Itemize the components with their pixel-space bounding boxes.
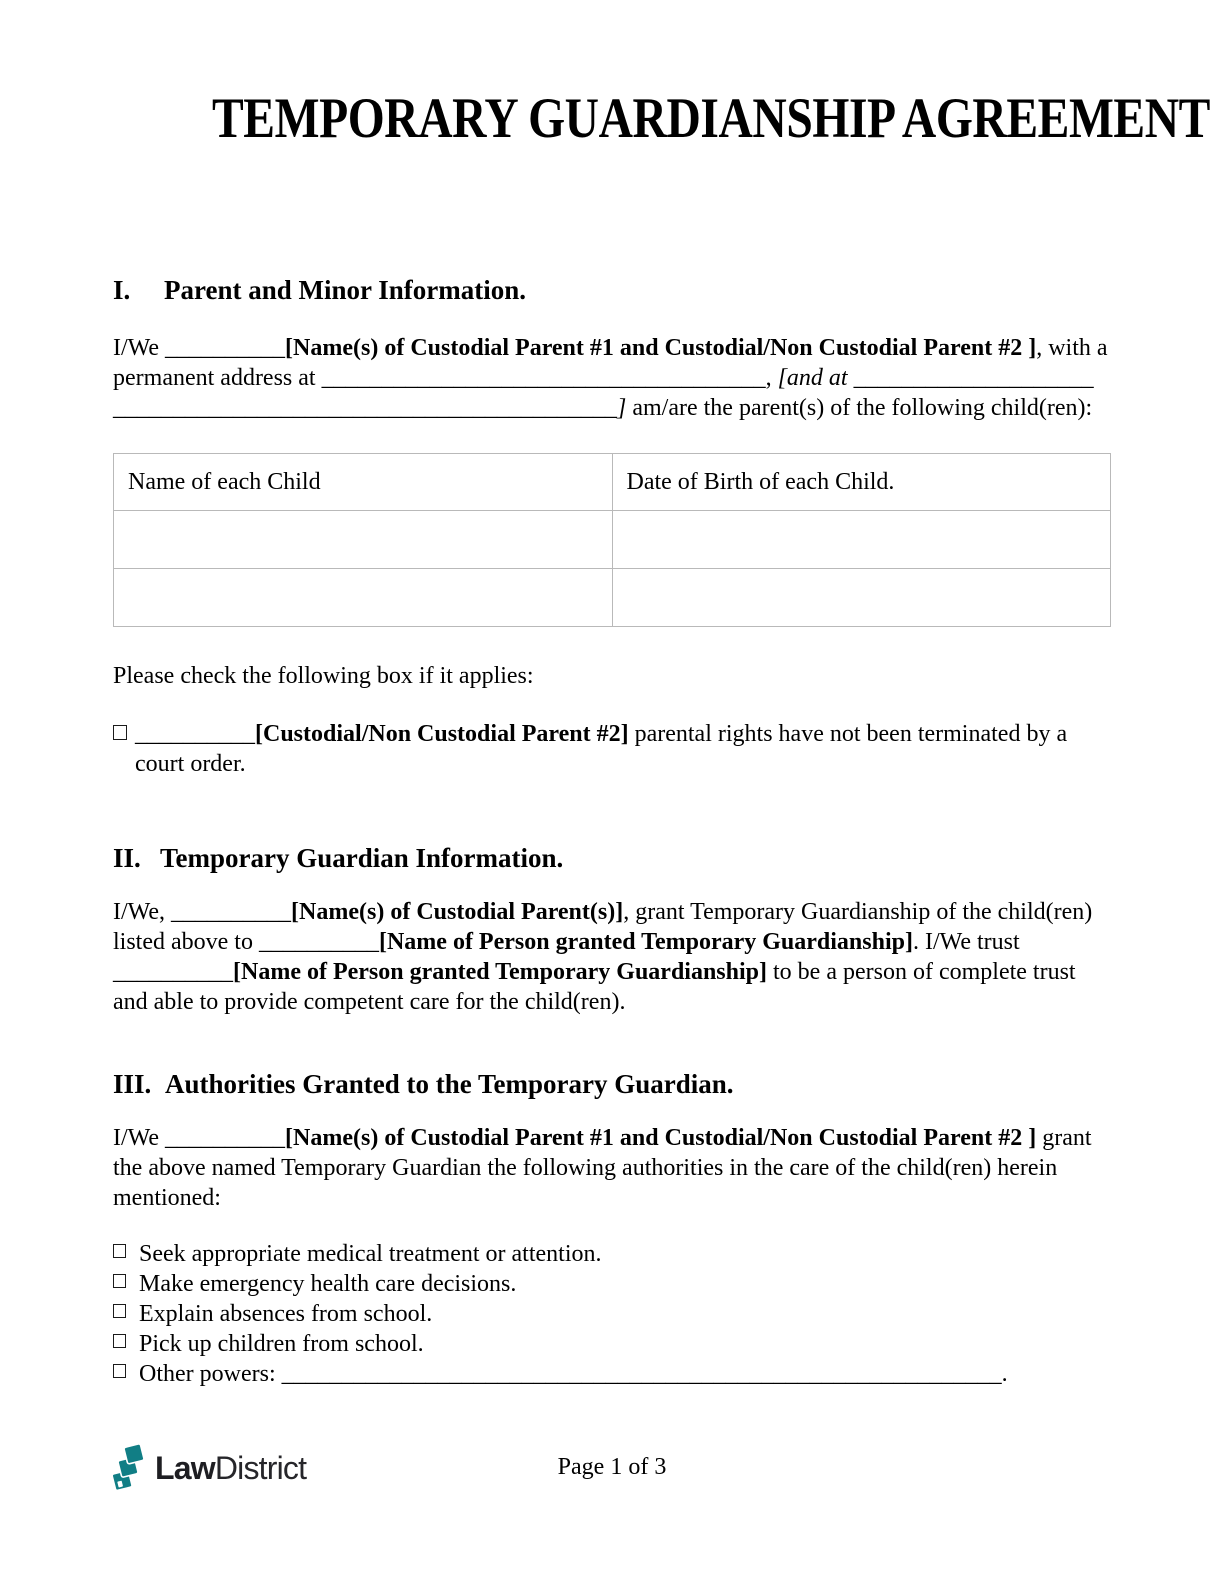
checkbox-icon[interactable] [113, 1274, 126, 1288]
authority-label [139, 1299, 432, 1329]
paragraph-line [113, 897, 1111, 927]
text-run: Make emergency health care decisions. [139, 1271, 517, 1297]
text-run: ] [617, 395, 627, 421]
children-table-header-name: Name of each Child [114, 454, 613, 511]
text-run: parental rights have not been terminated by a [628, 721, 1068, 747]
blank-line[interactable]: __________________________________________ [113, 395, 617, 421]
text-run: listed above to [113, 929, 259, 955]
text-run: Pick up children from school. [139, 1331, 424, 1357]
text-run: permanent address at [113, 365, 322, 391]
section-heading-text: Parent and Minor Information. [164, 275, 527, 305]
blank-line[interactable]: __________ [165, 335, 286, 361]
section-heading-authorities [113, 1067, 1111, 1101]
checkbox-icon[interactable] [113, 1244, 126, 1258]
guardian-info-paragraph [113, 897, 1111, 1017]
section-heading-text: Temporary Guardian Information. [160, 843, 564, 873]
blank-line[interactable]: _____________________________________ [321, 365, 766, 391]
page-title [113, 86, 1210, 152]
text-run: , [765, 365, 778, 391]
children-table [113, 453, 1111, 627]
authority-checklist-item [113, 1299, 1111, 1329]
paragraph-line [113, 1183, 1111, 1213]
text-run: mentioned: [113, 1185, 221, 1211]
authority-label [139, 1269, 516, 1299]
blank-line[interactable]: ____________________________________________________________ [281, 1361, 1002, 1387]
blank-line[interactable]: __________ [113, 959, 233, 985]
checkbox-icon[interactable] [113, 1364, 126, 1378]
section-heading-text: Authorities Granted to the Temporary Guardian. [165, 1069, 734, 1099]
paragraph-line [113, 1123, 1111, 1153]
authority-checklist-item [113, 1239, 1111, 1269]
placeholder-text: [Name(s) of Custodial Parent #1 and Custodial/Non Custodial Parent #2 ] [285, 335, 1037, 361]
children-table-cell[interactable] [612, 511, 1111, 569]
paragraph-line [135, 719, 1111, 749]
section-number: II. [113, 843, 141, 873]
paragraph-line [135, 749, 1111, 779]
checkbox-item-text [135, 719, 1111, 779]
blank-line[interactable]: __________ [258, 929, 379, 955]
paragraph-line [113, 987, 1111, 1017]
text-run: [and at [777, 365, 854, 391]
children-table-row [114, 511, 1111, 569]
placeholder-text: [Name of Person granted Temporary Guardianship] [378, 929, 913, 955]
check-prompt: Please check the following box if it applies: [113, 663, 534, 689]
paragraph-line [113, 333, 1111, 363]
authority-label [139, 1239, 601, 1269]
text-run: Seek appropriate medical treatment or attention. [139, 1241, 602, 1267]
authority-label [139, 1359, 1008, 1389]
text-run: I/We [113, 1125, 166, 1151]
authority-label [139, 1329, 424, 1359]
section-number: I. [113, 275, 131, 305]
paragraph-line [113, 363, 1111, 393]
blank-line[interactable]: ____________________ [853, 365, 1094, 391]
text-run: , grant Temporary Guardianship of the child(ren) [623, 899, 1093, 925]
text-run: grant [1036, 1125, 1092, 1151]
children-table-cell[interactable] [114, 511, 613, 569]
checkbox-icon[interactable] [113, 1304, 126, 1318]
section-heading-guardian-info [113, 841, 1111, 875]
text-run: court order. [135, 751, 246, 777]
blank-line[interactable]: __________ [165, 1125, 286, 1151]
children-table-header-dob: Date of Birth of each Child. [612, 454, 1111, 511]
text-run: . I/We trust [912, 929, 1020, 955]
children-table-cell[interactable] [612, 569, 1111, 627]
custodial-rights-checkbox-item [113, 719, 1111, 779]
blank-line[interactable]: __________ [171, 899, 292, 925]
children-table-row [114, 569, 1111, 627]
text-run: . [1001, 1361, 1008, 1387]
text-run: Explain absences from school. [139, 1301, 433, 1327]
checkbox-icon[interactable] [113, 725, 127, 740]
authorities-paragraph [113, 1123, 1111, 1213]
text-run: the above named Temporary Guardian the following authorities in the care of the child(ren) herein [113, 1155, 1058, 1181]
children-table-header-row [114, 454, 1111, 511]
children-table-cell[interactable] [114, 569, 613, 627]
section-heading-parent-minor-info [113, 273, 1111, 307]
text-run: , with a [1036, 335, 1108, 361]
authority-checklist-item [113, 1359, 1111, 1389]
placeholder-text: [Name(s) of Custodial Parent #1 and Custodial/Non Custodial Parent #2 ] [285, 1125, 1037, 1151]
paragraph-line [113, 1153, 1111, 1183]
page-number: Page 1 of 3 [557, 1454, 667, 1480]
placeholder-text: [Name of Person granted Temporary Guardianship] [233, 959, 767, 985]
text-run: and able to provide competent care for the child(ren). [113, 989, 626, 1015]
text-run: am/are the parent(s) of the following child(ren): [626, 395, 1093, 421]
authority-checklist-item [113, 1329, 1111, 1359]
parent-info-paragraph [113, 333, 1111, 423]
blank-line[interactable]: __________ [135, 721, 255, 747]
brand-law-text: Law [155, 1449, 215, 1486]
brand-district-text: District [214, 1449, 307, 1486]
text-run: I/We [113, 335, 166, 361]
authority-checklist-item [113, 1269, 1111, 1299]
checkbox-icon[interactable] [113, 1334, 126, 1348]
authorities-checklist [113, 1239, 1111, 1389]
paragraph-line [113, 393, 1111, 423]
placeholder-text: [Custodial/Non Custodial Parent #2] [255, 721, 629, 747]
text-run: I/We, [113, 899, 172, 925]
paragraph-line [113, 957, 1111, 987]
text-run: Other powers: [139, 1361, 282, 1387]
placeholder-text: [Name(s) of Custodial Parent(s)] [291, 899, 624, 925]
paragraph-line [113, 927, 1111, 957]
page-title-text: TEMPORARY GUARDIANSHIP AGREEMENT [211, 87, 1210, 150]
text-run: to be a person of complete trust [767, 959, 1076, 985]
section-number: III. [113, 1069, 152, 1099]
